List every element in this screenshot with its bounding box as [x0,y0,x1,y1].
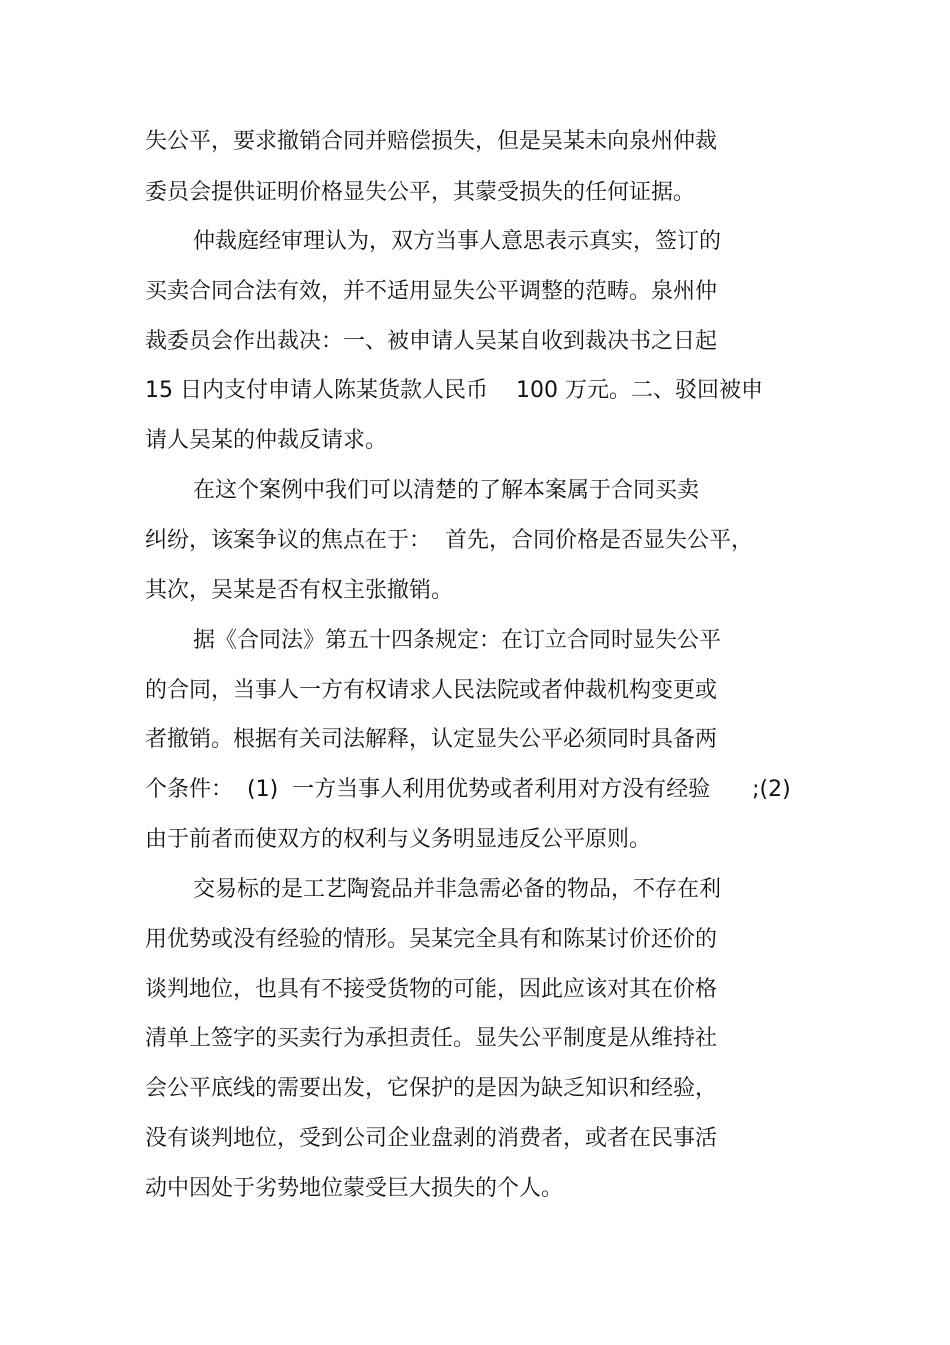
text-line: 谈判地位，也具有不接受货物的可能，因此应该对其在价格 [145,977,718,1002]
text-line: 者撤销。根据有关司法解释，认定显失公平必须同时具备两 [145,727,718,752]
text-line: 买卖合同合法有效，并不适用显失公平调整的范畴。泉州仲 [145,279,718,304]
text-line: 请人吴某的仲裁反请求。 [145,428,388,453]
text-line: 用优势或没有经验的情形。吴某完全具有和陈某讨价还价的 [145,927,718,952]
text-line: 15 日内支付申请人陈某货款人民币 100 万元。二、驳回被申 [145,378,763,403]
text-line: 个条件： (1) 一方当事人利用优势或者利用对方没有经验 ;(2) [145,777,791,802]
paragraph-start-line: 据《合同法》第五十四条规定：在订立合同时显失公平 [193,628,722,653]
text-line: 由于前者而使双方的权利与义务明显违反公平原则。 [145,827,652,852]
text-line: 委员会提供证明价格显失公平，其蒙受损失的任何证据。 [145,180,696,205]
text-line: 失公平，要求撤销合同并赔偿损失，但是吴某未向泉州仲裁 [145,129,718,154]
text-line: 其次，吴某是否有权主张撤销。 [145,578,454,603]
text-line: 没有谈判地位，受到公司企业盘剥的消费者，或者在民事活 [145,1126,718,1151]
text-line: 的合同，当事人一方有权请求人民法院或者仲裁机构变更或 [145,678,718,703]
text-line: 纠纷，该案争议的焦点在于： 首先，合同价格是否显失公平， [145,528,753,553]
paragraph-start-line: 仲裁庭经审理认为，双方当事人意思表示真实，签订的 [193,229,722,254]
text-line: 会公平底线的需要出发，它保护的是因为缺乏知识和经验， [145,1076,718,1101]
text-line: 动中因处于劣势地位蒙受巨大损失的个人。 [145,1176,564,1201]
paragraph-start-line: 交易标的是工艺陶瓷品并非急需必备的物品，不存在利 [193,877,722,902]
paragraph-start-line: 在这个案例中我们可以清楚的了解本案属于合同买卖 [193,478,700,503]
text-line: 清单上签字的买卖行为承担责任。显失公平制度是从维持社 [145,1026,718,1051]
text-line: 裁委员会作出裁决：一、被申请人吴某自收到裁决书之日起 [145,329,718,354]
